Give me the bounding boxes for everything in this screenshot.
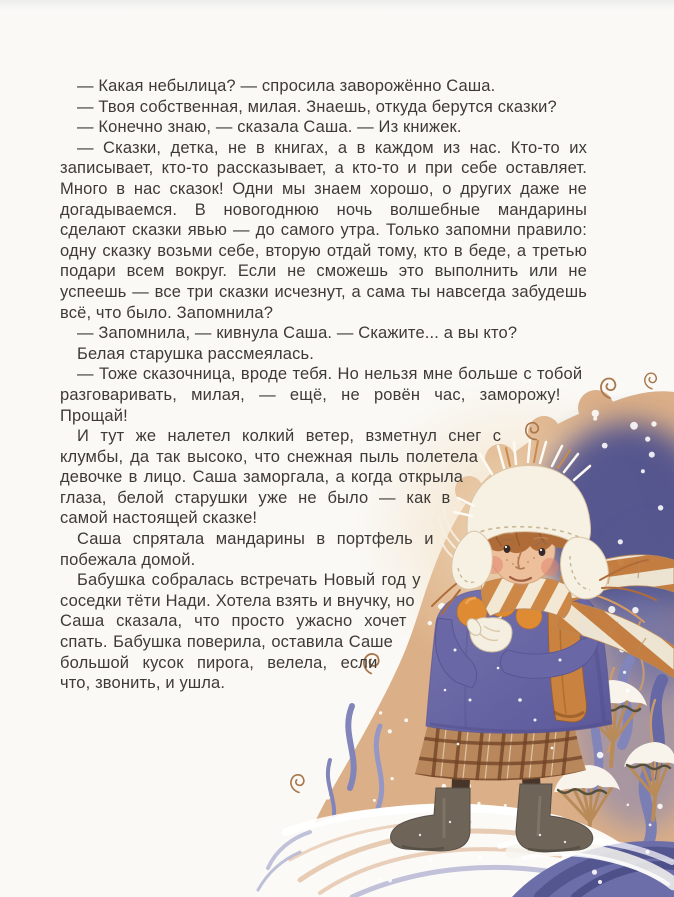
story-paragraph: Бабушка собралась встречать Новый год у соседки тёти Нади. Хотела взять и внучку, но Саша сказала, что просто ужасно хочет спать. Бабушка поверила, оставила Саше большой кусок пирога, велела, если что, звонить, и ушла.	[60, 571, 421, 693]
story-paragraph: — Тоже сказочница, вроде тебя. Но нельзя мне больше с тобой разговаривать, милая, — ещё, не ровён час, заморожу! Прощай!	[60, 365, 583, 425]
story-paragraph: И тут же налетел колкий ветер, взметнул снег с клумбы, да так высоко, что снежная пыль полетела девочке в лицо. Саша заморгала, а когда открыла глаза, белой старушки уже не было — как в самой настоящей сказке!	[60, 427, 502, 528]
story-paragraph: — Конечно знаю, — сказала Саша. — Из книжек.	[77, 118, 462, 137]
story-paragraph: Саша спрятала мандарины в портфель и побежала домой.	[60, 530, 434, 569]
story-text	[60, 76, 587, 800]
story-paragraph: — Какая небылица? — спросила заворожённо Саша.	[77, 77, 496, 95]
story-paragraph: — Твоя собственная, милая. Знаешь, откуда берутся сказки?	[77, 97, 557, 116]
story-paragraph: — Запомнила, — кивнула Саша. — Скажите... а вы кто?	[77, 324, 518, 343]
story-paragraph: Белая старушка рассмеялась.	[77, 344, 314, 363]
story-paragraph: — Сказки, детка, не в книгах, а в каждом из нас. Кто-то их записывает, кто-то рассказывает, а кто-то и при себе оставляет. Много в нас сказок! Одни мы знаем хорошо, о других даже не догадываемся. В новогоднюю ночь волшебные мандарины сделают сказки явью — до самого утра. Только запомни правило: одну сказку возьми себе, вторую отдай тому, кто в беде, а третью подари всем вокруг. Если не сможешь это выполнить или не успеешь — все три сказки исчезнут, а сама ты навсегда забудешь всё, что было. Запомнила?	[60, 138, 587, 322]
